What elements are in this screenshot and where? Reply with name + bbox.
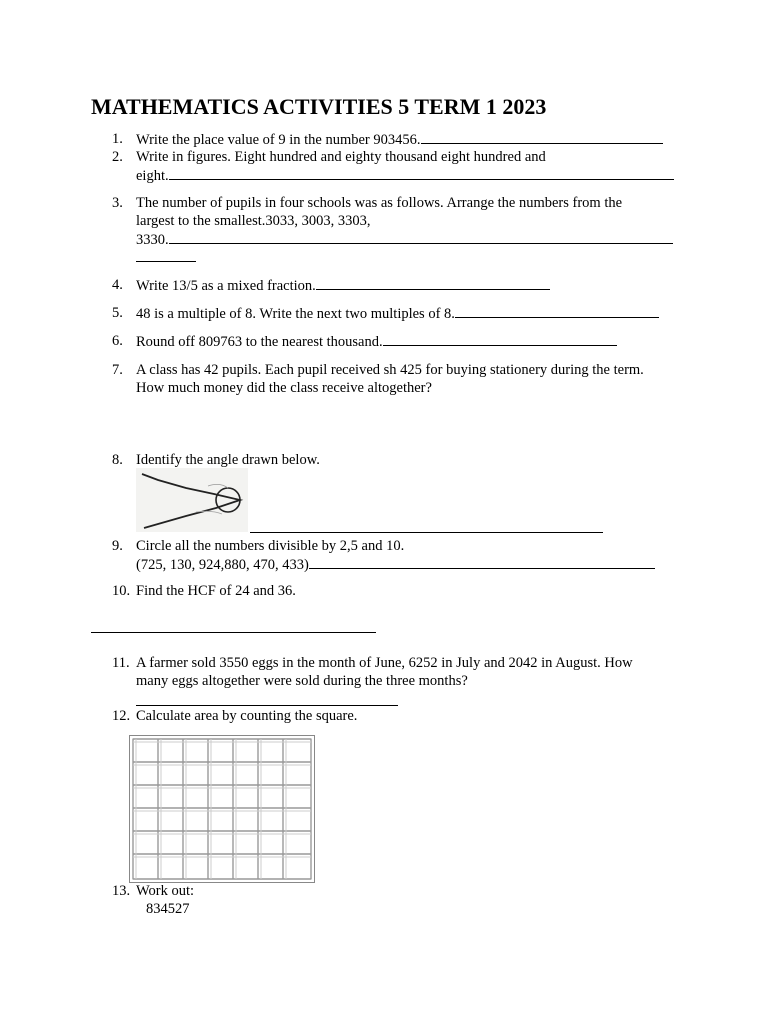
question-text: Write in figures. Eight hundred and eighty thousand eight hundred and (136, 149, 546, 165)
question-text: The number of pupils in four schools was as follows. Arrange the numbers from the (136, 195, 623, 211)
answer-line[interactable] (316, 276, 550, 290)
question-text: A class has 42 pupils. Each pupil received sh 425 for buying stationery during the term. (136, 362, 644, 378)
angle-figure (136, 468, 248, 532)
question-text: A farmer sold 3550 eggs in the month of June, 6252 in July and 2042 in August. How (136, 655, 633, 671)
question-text: Work out: (136, 883, 195, 899)
question-text: eight. (136, 168, 169, 184)
question-number: 4. (112, 277, 123, 293)
question-text: largest to the smallest.3033, 3003, 3303, (136, 213, 371, 229)
question-number: 8. (112, 452, 123, 468)
question-text: Write the place value of 9 in the number 903456. (136, 132, 421, 148)
question-text: Find the HCF of 24 and 36. (136, 583, 296, 599)
question-text: (725, 130, 924,880, 470, 433) (136, 557, 309, 573)
answer-line[interactable] (383, 332, 617, 346)
answer-line[interactable] (455, 304, 659, 318)
reflex-angle-icon (136, 468, 248, 532)
question-text: many eggs altogether were sold during the three months? (136, 673, 468, 689)
question-number: 12. (112, 708, 131, 724)
question-number: 3. (112, 195, 123, 211)
question-number: 10. (112, 583, 131, 599)
answer-line[interactable] (136, 705, 398, 706)
question-number: 1. (112, 131, 123, 147)
page-title: MATHEMATICS ACTIVITIES 5 TERM 1 2023 (91, 94, 547, 119)
question-text: 834527 (146, 901, 190, 917)
grid-figure (130, 736, 314, 882)
question-number: 2. (112, 149, 123, 165)
answer-line[interactable] (309, 555, 655, 569)
question-number: 9. (112, 538, 123, 554)
answer-line[interactable] (169, 166, 674, 180)
answer-line[interactable] (91, 632, 376, 633)
square-grid (129, 735, 315, 883)
question-text: 48 is a multiple of 8. Write the next two multiples of 8. (136, 306, 455, 322)
answer-line[interactable] (136, 261, 196, 262)
answer-line[interactable] (250, 532, 603, 533)
question-text: Round off 809763 to the nearest thousand. (136, 334, 383, 350)
question-number: 13. (112, 883, 131, 899)
question-text: 3330. (136, 232, 169, 248)
question-number: 7. (112, 362, 123, 378)
question-text: Circle all the numbers divisible by 2,5 and 10. (136, 538, 405, 554)
answer-line[interactable] (421, 130, 663, 144)
question-number: 11. (112, 655, 130, 671)
question-number: 5. (112, 305, 123, 321)
question-number: 6. (112, 333, 123, 349)
question-text: Calculate area by counting the square. (136, 708, 358, 724)
answer-line[interactable] (169, 230, 673, 244)
question-text: How much money did the class receive altogether? (136, 380, 432, 396)
question-text: Write 13/5 as a mixed fraction. (136, 278, 316, 294)
question-text: Identify the angle drawn below. (136, 452, 320, 468)
